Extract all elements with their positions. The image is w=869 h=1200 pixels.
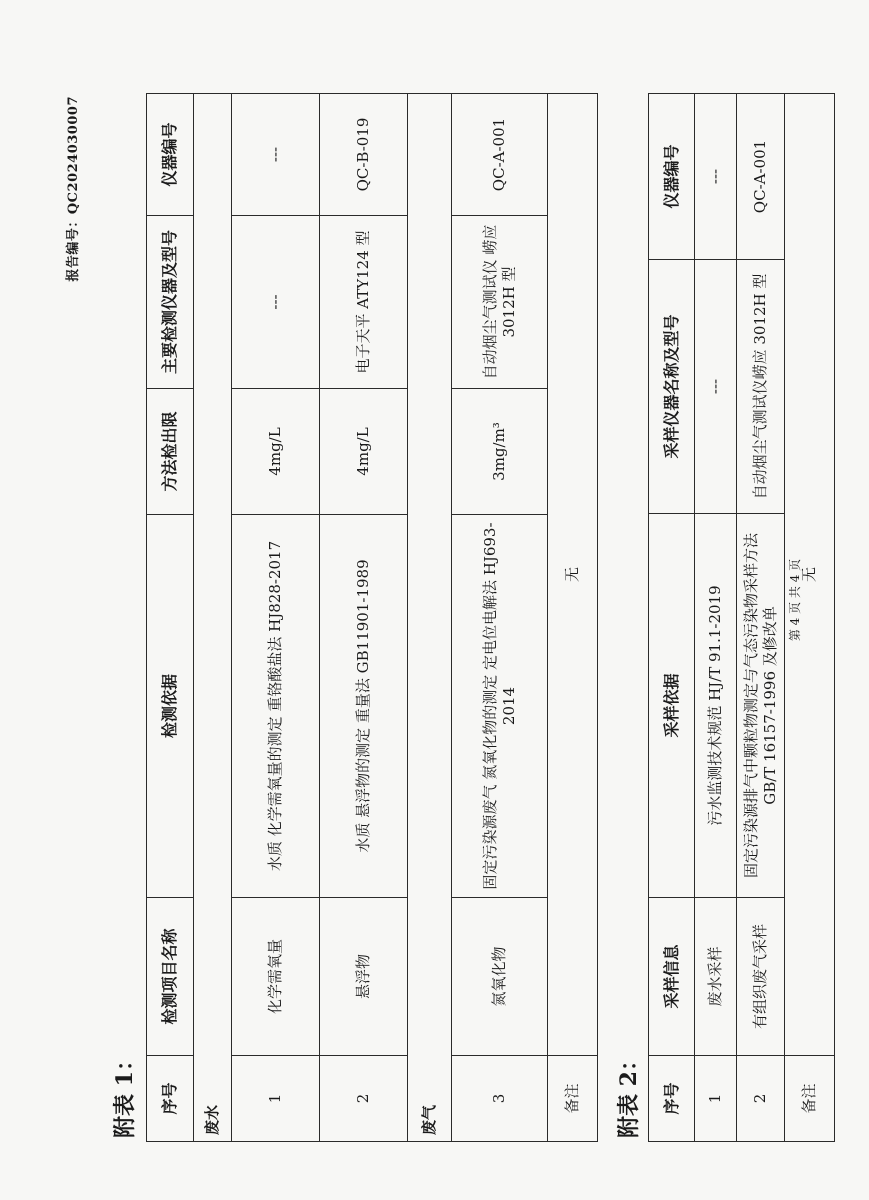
cell-no: 2 [737,1056,785,1142]
cell-name: 氮氧化物 [452,898,548,1056]
appendix-2-title: 附表 2： [616,1049,642,1138]
cell-info: 有组织废气采样 [737,898,785,1056]
header-cell: 序号 [147,1056,194,1142]
cell-no: 3 [452,1056,548,1142]
table-row [737,94,785,1142]
table-row [232,94,320,1142]
cell-limit: 4mg/L [232,389,320,515]
cell-no: 1 [695,1056,737,1142]
table-row [695,94,737,1142]
cell-inst-no: QC-A-001 [452,94,548,216]
cell-inst-no: QC-B-019 [320,94,408,216]
cell-basis: 固定污染源排气中颗粒物测定与气态污染物采样方法 GB/T 16157-1996 及修改单 [737,514,785,898]
cell-instrument: --- [695,260,737,514]
header-cell: 检测项目名称 [147,898,194,1056]
report-number: 报告编号：QC2024030007 [66,96,81,282]
header-cell: 仪器编号 [649,94,695,260]
cell-inst-no: QC-A-001 [737,94,785,260]
cell-inst-no: --- [695,94,737,260]
page-footer: 第 4 页 共 4 页 [788,558,802,642]
cell-name: 悬浮物 [320,898,408,1056]
section-row [408,94,452,1142]
cell-limit: 4mg/L [320,389,408,515]
header-row [649,94,695,1142]
header-cell: 采样依据 [649,514,695,898]
cell-no: 1 [232,1056,320,1142]
cell-instrument: 自动烟尘气测试仪 崂应 3012H 型 [452,216,548,389]
header-cell: 仪器编号 [147,94,194,216]
cell-instrument: 自动烟尘气测试仪崂应 3012H 型 [737,260,785,514]
section-label-gas: 废气 [408,94,452,1142]
header-cell: 主要检测仪器及型号 [147,216,194,389]
header-cell: 序号 [649,1056,695,1142]
cell-limit: 3mg/m³ [452,389,548,515]
remark-label: 备注 [548,1056,598,1142]
header-cell: 方法检出限 [147,389,194,515]
header-cell: 检测依据 [147,515,194,898]
cell-instrument: 电子天平 ATY124 型 [320,216,408,389]
header-row [147,94,194,1142]
cell-basis: 水质 悬浮物的测定 重量法 GB11901-1989 [320,515,408,898]
appendix-1-title: 附表 1： [112,1049,138,1138]
remark-label: 备注 [785,1056,835,1142]
table-row [452,94,548,1142]
appendix-1-table [146,93,598,1142]
cell-name: 化学需氧量 [232,898,320,1056]
section-label-water: 废水 [194,94,232,1142]
cell-basis: 水质 化学需氧量的测定 重铬酸盐法 HJ828-2017 [232,515,320,898]
cell-instrument: --- [232,216,320,389]
header-cell: 采样仪器名称及型号 [649,260,695,514]
table-row [320,94,408,1142]
cell-basis: 污水监测技术规范 HJ/T 91.1-2019 [695,514,737,898]
section-row [194,94,232,1142]
cell-info: 废水采样 [695,898,737,1056]
header-cell: 采样信息 [649,898,695,1056]
remark-value: 无 [548,94,598,1056]
remark-row [548,94,598,1142]
cell-inst-no: --- [232,94,320,216]
appendix-2-table [648,93,835,1142]
remark-value: 无 [785,94,835,1056]
cell-no: 2 [320,1056,408,1142]
cell-basis: 固定污染源废气 氮氧化物的测定 定电位电解法 HJ693-2014 [452,515,548,898]
